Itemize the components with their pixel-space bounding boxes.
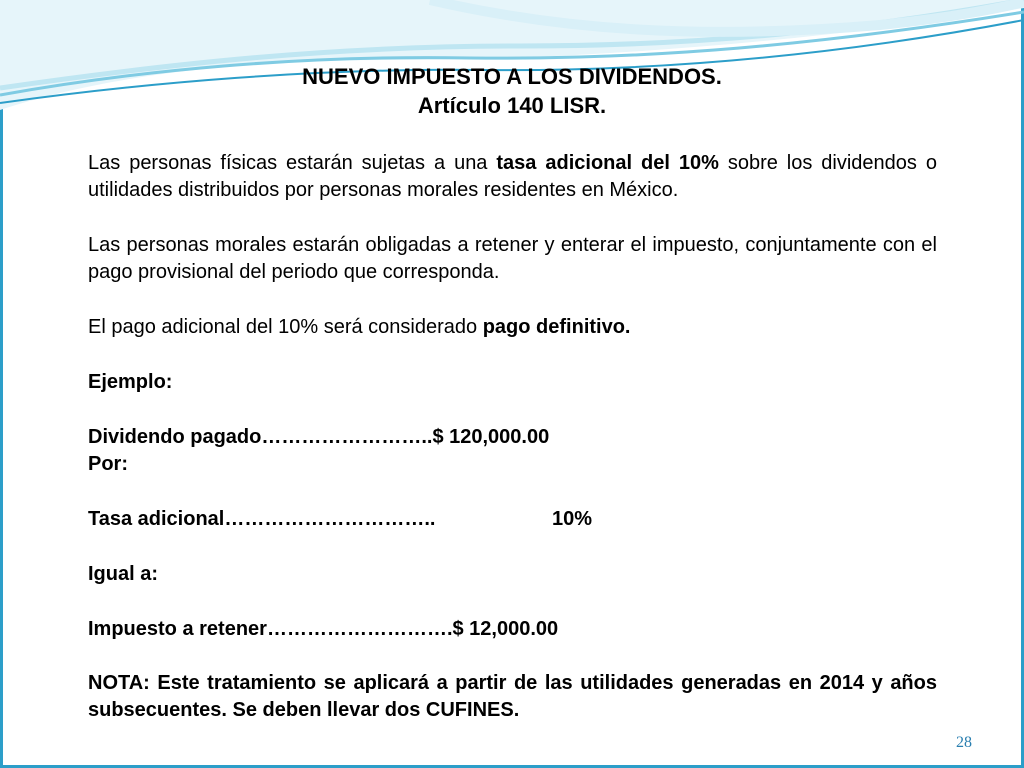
paragraph-personas-fisicas: [88, 150, 937, 204]
example-igual-line: Igual a:: [88, 563, 159, 585]
paragraph-emphasis: pago definitivo.: [482, 316, 631, 338]
example-por-line: Por:: [88, 453, 128, 475]
paragraph-pago-adicional: [88, 314, 937, 341]
example-rate-value: 10%: [552, 508, 593, 530]
slide-title: NUEVO IMPUESTO A LOS DIVIDENDOS.: [302, 64, 722, 89]
paragraph-emphasis: tasa adicional del 10%: [496, 152, 719, 174]
example-tax-line: Impuesto a retener……………………….$ 12,000.00: [88, 618, 559, 640]
paragraph-text: sobre los dividendos o utilidades distribuidos por personas morales residentes en México.: [88, 152, 937, 201]
example-rate-label: Tasa adicional…………………………..: [88, 508, 436, 530]
paragraph-text: Las personas físicas estarán sujetas a una: [88, 152, 497, 174]
paragraph-text: El pago adicional del 10% será considerado: [88, 316, 483, 338]
slide-subtitle: Artículo 140 LISR.: [417, 93, 607, 118]
page-number: 28: [956, 734, 972, 751]
example-dividend-line: Dividendo pagado……………………..$ 120,000.00: [88, 426, 550, 448]
paragraph-personas-morales: Las personas morales estarán obligadas a retener y enterar el impuesto, conjuntamente con el pago provisional del periodo que corresponda.: [88, 234, 937, 283]
example-heading: Ejemplo:: [88, 371, 173, 393]
note-paragraph: NOTA: Este tratamiento se aplicará a partir de las utilidades generadas en 2014 y años subsecuentes. Se deben llevar dos CUFINES.: [88, 672, 937, 721]
